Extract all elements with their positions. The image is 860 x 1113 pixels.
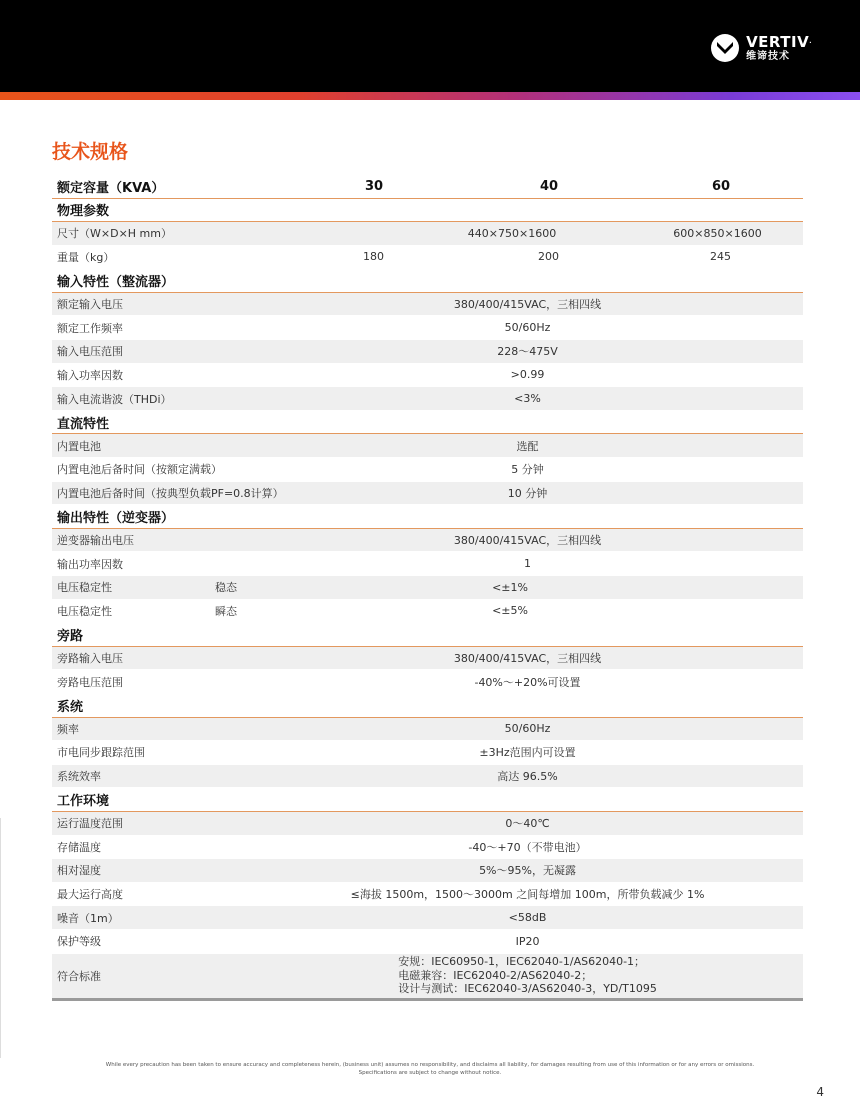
capacity-header-row	[52, 175, 803, 198]
disclaimer-line-2: Specifications are subject to change without notice.	[358, 1070, 502, 1076]
spec-label: 噪音（1m）	[52, 906, 337, 930]
spec-label: 旁路电压范围	[52, 670, 337, 694]
capacity-30: 30	[337, 175, 462, 198]
brand-name: VERTIV	[746, 32, 810, 51]
spec-row	[52, 811, 803, 835]
disclaimer-footer	[60, 1061, 800, 1077]
spec-label: 逆变器输出电压	[52, 528, 337, 552]
section-header	[52, 693, 803, 717]
spec-value: 380/400/415VAC，三相四线	[337, 528, 803, 552]
standard-line: 电磁兼容：IEC62040-2/AS62040-2；	[398, 968, 593, 982]
section-title: 工作环境	[52, 788, 803, 812]
spec-row	[52, 764, 803, 788]
section-header	[52, 788, 803, 812]
spec-value: 380/400/415VAC，三相四线	[337, 646, 803, 670]
spec-value: <±1%	[337, 576, 803, 600]
spec-value: 选配	[337, 434, 803, 458]
spec-row	[52, 481, 803, 505]
spec-row	[52, 953, 803, 999]
section-header	[52, 505, 803, 529]
spec-label: 系统效率	[52, 764, 337, 788]
spec-value: 高达 96.5%	[337, 764, 803, 788]
spec-value: 0～40℃	[337, 811, 803, 835]
section-title: 输入特性（整流器）	[52, 269, 803, 293]
spec-value: 50/60Hz	[337, 316, 803, 340]
spec-sublabel: 瞬态	[212, 599, 337, 623]
header-gradient-bar	[0, 92, 860, 100]
spec-row	[52, 906, 803, 930]
spec-value-30: 180	[337, 245, 462, 269]
capacity-label: 额定容量（KVA）	[52, 175, 337, 198]
section-header	[52, 623, 803, 647]
spec-label: 符合标准	[52, 953, 337, 999]
spec-row	[52, 741, 803, 765]
brand-cn: 维谛技术	[746, 50, 791, 62]
standard-line: 设计与测试：IEC62040-3/AS62040-3，YD/T1095	[398, 982, 657, 996]
spec-value: 380/400/415VAC，三相四线	[337, 292, 803, 316]
spec-label: 输入电流谐波（THDi）	[52, 387, 337, 411]
spec-row	[52, 222, 803, 246]
left-margin-line	[0, 818, 1, 1058]
section-header	[52, 410, 803, 434]
spec-value-60: 245	[632, 245, 803, 269]
spec-value: >0.99	[337, 363, 803, 387]
spec-label: 内置电池后备时间（按额定满载）	[52, 458, 337, 482]
spec-value: 1	[337, 552, 803, 576]
spec-label: 市电同步跟踪范围	[52, 741, 337, 765]
spec-label: 输入电压范围	[52, 340, 337, 364]
spec-value-60: 600×850×1600	[632, 222, 803, 246]
spec-value: <3%	[337, 387, 803, 411]
spec-row	[52, 458, 803, 482]
spec-value: -40～+70（不带电池）	[337, 835, 803, 859]
spec-label: 最大运行高度	[52, 882, 337, 906]
section-title: 旁路	[52, 623, 803, 647]
spec-label: 输入功率因数	[52, 363, 337, 387]
section-title: 物理参数	[52, 198, 803, 222]
section-header	[52, 198, 803, 222]
spec-row	[52, 576, 803, 600]
brand-tm: .	[809, 37, 812, 45]
spec-label: 旁路输入电压	[52, 646, 337, 670]
spec-row	[52, 835, 803, 859]
spec-value: 10 分钟	[337, 481, 803, 505]
spec-row	[52, 859, 803, 883]
section-title: 输出特性（逆变器）	[52, 505, 803, 529]
spec-label: 额定工作频率	[52, 316, 337, 340]
section-header	[52, 269, 803, 293]
spec-value: -40%～+20%可设置	[337, 670, 803, 694]
spec-row	[52, 316, 803, 340]
spec-value	[337, 953, 803, 999]
spec-row	[52, 552, 803, 576]
spec-label: 内置电池	[52, 434, 337, 458]
section-title: 系统	[52, 693, 803, 717]
spec-row	[52, 929, 803, 953]
spec-value: <58dB	[337, 906, 803, 930]
vertiv-logo	[710, 33, 812, 63]
spec-value: IP20	[337, 929, 803, 953]
spec-row	[52, 882, 803, 906]
spec-row	[52, 646, 803, 670]
spec-label: 运行温度范围	[52, 811, 337, 835]
spec-label: 频率	[52, 717, 337, 741]
spec-row	[52, 670, 803, 694]
spec-label: 内置电池后备时间（按典型负载PF=0.8计算）	[52, 481, 337, 505]
spec-row	[52, 387, 803, 411]
spec-label: 电压稳定性	[52, 576, 212, 600]
page-number: 4	[816, 1085, 824, 1099]
spec-row	[52, 717, 803, 741]
spec-value: 5%～95%，无凝露	[337, 859, 803, 883]
spec-label: 保护等级	[52, 929, 337, 953]
vertiv-logo-icon	[710, 33, 740, 63]
spec-label: 存储温度	[52, 835, 337, 859]
section-title: 直流特性	[52, 410, 803, 434]
page-title: 技术规格	[52, 141, 129, 163]
spec-row	[52, 528, 803, 552]
standard-line: 安规：IEC60950-1，IEC62040-1/AS62040-1；	[398, 955, 646, 969]
spec-value: 5 分钟	[337, 458, 803, 482]
spec-value-40: 200	[462, 245, 632, 269]
spec-label: 尺寸（W×D×H mm）	[52, 222, 337, 246]
spec-sublabel: 稳态	[212, 576, 337, 600]
capacity-60: 60	[632, 175, 803, 198]
spec-value: <±5%	[337, 599, 803, 623]
spec-row	[52, 599, 803, 623]
spec-value: ≤海拔 1500m，1500～3000m 之间每增加 100m，所带负载减少 1%	[337, 882, 803, 906]
spec-row	[52, 340, 803, 364]
disclaimer-line-1: While every precaution has been taken to ensure accuracy and completeness herein, (business unit) assumes no responsibility, and disclaims all liability, for damages resulting from use of this information or for any errors or omissions.	[105, 1062, 755, 1068]
spec-label: 额定输入电压	[52, 292, 337, 316]
spec-label: 重量（kg）	[52, 245, 337, 269]
spec-label: 电压稳定性	[52, 599, 212, 623]
spec-label: 相对湿度	[52, 859, 337, 883]
spec-value-30-40: 440×750×1600	[337, 222, 632, 246]
spec-row	[52, 434, 803, 458]
standards-list	[398, 955, 657, 996]
spec-row	[52, 292, 803, 316]
spec-row	[52, 245, 803, 269]
capacity-40: 40	[462, 175, 632, 198]
spec-value: 50/60Hz	[337, 717, 803, 741]
spec-row	[52, 363, 803, 387]
spec-value: 228～475V	[337, 340, 803, 364]
spec-table	[52, 175, 803, 1001]
spec-label: 输出功率因数	[52, 552, 337, 576]
spec-value: ±3Hz范围内可设置	[337, 741, 803, 765]
